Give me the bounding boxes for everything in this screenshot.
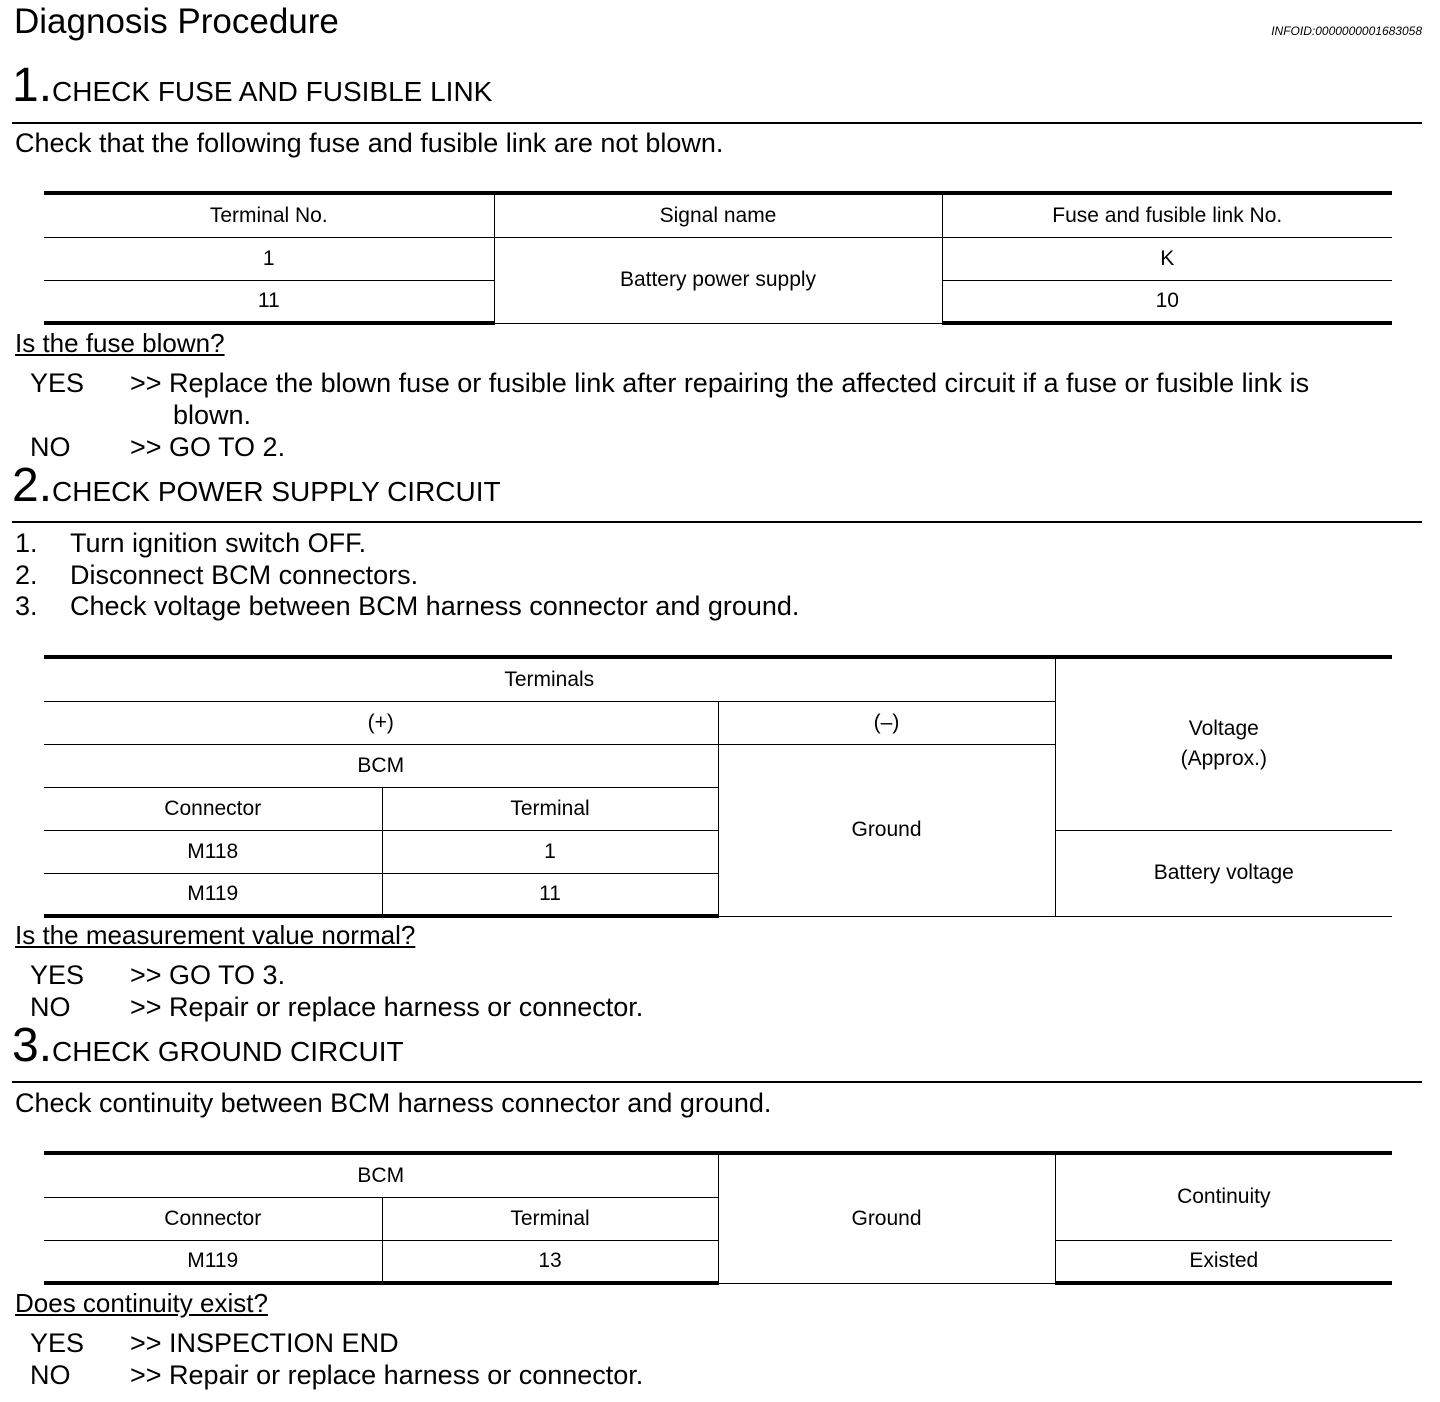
list-number: 2. [15,560,38,590]
table-header: BCM [44,744,718,787]
table-cell: M119 [44,1240,382,1283]
answer-yes-label: YES [30,368,85,398]
table-row [44,237,1392,280]
table-header: (–) [718,701,1055,744]
table-cell: Ground [718,744,1055,916]
answer-no-text: >> GO TO 2. [130,432,286,462]
table-cell: Ground [718,1153,1055,1283]
table-cell: Existed [1055,1240,1392,1283]
table-cell: M119 [44,873,382,916]
page-title: Diagnosis Procedure [14,2,339,41]
question: Does continuity exist? [15,1288,268,1318]
step-number: 2. [12,459,53,512]
answer-yes-label: YES [30,1328,85,1358]
answer-yes-text: >> INSPECTION END [130,1328,399,1358]
table-header: Fuse and fusible link No. [942,193,1392,237]
answer-yes-text: >> Replace the blown fuse or fusible link after repairing the affected circuit if a fuse or fusible link is [130,368,1310,398]
table-cell: 13 [382,1240,718,1283]
table-header: Connector [44,1197,382,1240]
step-title: CHECK GROUND CIRCUIT [52,1036,404,1067]
divider [12,1081,1422,1083]
table-cell: M118 [44,830,382,873]
list-item: Turn ignition switch OFF. [70,528,367,558]
table-header: Signal name [494,193,942,237]
divider [12,521,1422,523]
answer-yes-text-cont: blown. [173,400,252,430]
table-header: Connector [44,787,382,830]
table-header: BCM [44,1153,718,1197]
instruction: Check continuity between BCM harness connector and ground. [15,1088,772,1118]
answer-no-label: NO [30,992,71,1022]
table-header: Terminals [44,657,1055,701]
table-header: (+) [44,701,718,744]
table-header: Continuity [1055,1153,1392,1240]
info-id: INFOID:0000000001683058 [1271,24,1422,38]
step-2-heading [12,459,501,512]
table-cell: 1 [44,237,494,280]
step-number: 1. [12,59,53,112]
step-title: CHECK POWER SUPPLY CIRCUIT [52,476,501,507]
step-1-heading [12,59,493,112]
table-cell: 11 [382,873,718,916]
continuity-table [44,1151,1392,1285]
divider [12,122,1422,124]
table-cell: Battery voltage [1055,830,1392,916]
step-title: CHECK FUSE AND FUSIBLE LINK [52,76,493,107]
list-number: 3. [15,591,38,621]
list-item: Check voltage between BCM harness connector and ground. [70,591,800,621]
table-cell: 1 [382,830,718,873]
voltage-table [44,655,1392,918]
table-cell: 10 [942,280,1392,323]
step-3-heading [12,1019,404,1072]
voltage-label: Voltage [1188,717,1259,741]
table-header: Terminal [382,1197,718,1240]
table-header: Terminal No. [44,193,494,237]
table-cell: Battery power supply [494,237,942,323]
table-cell: K [942,237,1392,280]
question: Is the measurement value normal? [15,920,416,950]
approx-label: (Approx.) [1180,747,1267,771]
answer-yes-text: >> GO TO 3. [130,960,286,990]
table-cell: 11 [44,280,494,323]
step-number: 3. [12,1019,53,1072]
answer-no-text: >> Repair or replace harness or connector. [130,992,644,1022]
answer-no-label: NO [30,432,71,462]
list-number: 1. [15,528,38,558]
answer-no-label: NO [30,1360,71,1390]
table-header: Terminal [382,787,718,830]
list-item: Disconnect BCM connectors. [70,560,419,590]
voltage-header [1055,657,1392,830]
fuse-table [44,191,1392,325]
question: Is the fuse blown? [15,328,225,358]
answer-yes-label: YES [30,960,85,990]
table-row [44,1240,1392,1283]
answer-no-text: >> Repair or replace harness or connector. [130,1360,644,1390]
instruction: Check that the following fuse and fusible link are not blown. [15,128,724,158]
